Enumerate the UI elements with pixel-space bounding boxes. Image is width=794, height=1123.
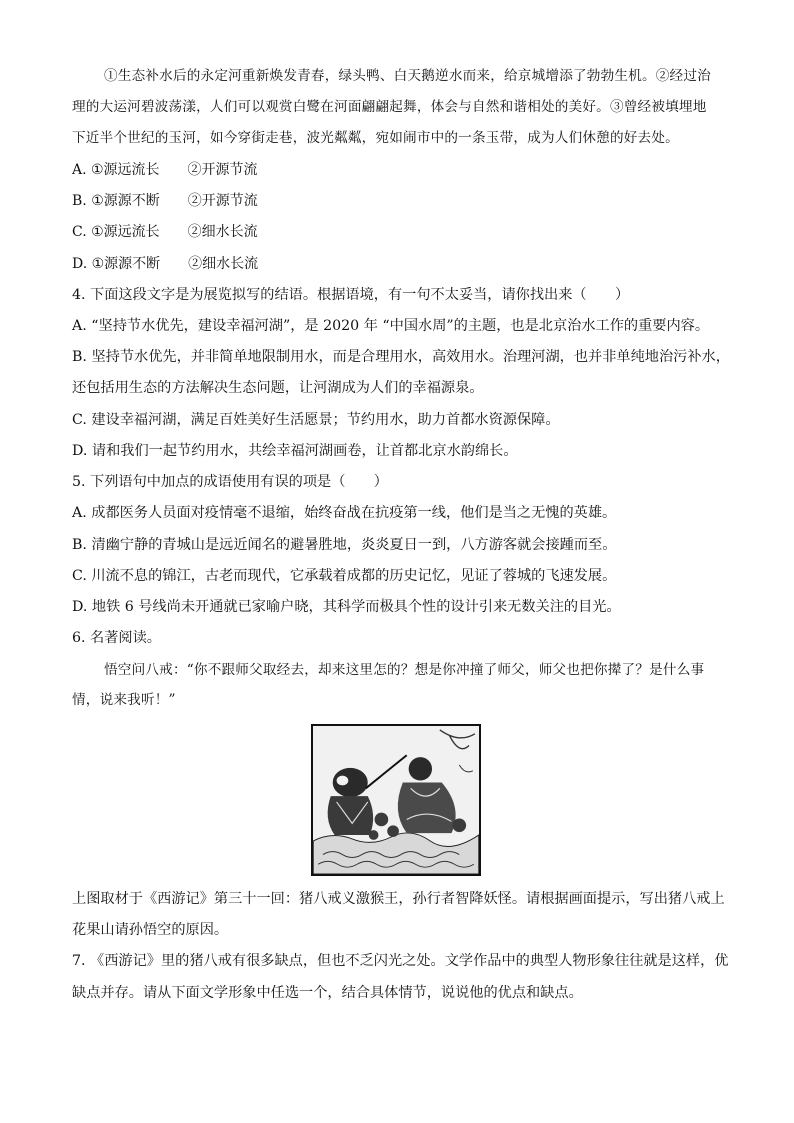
q6-task-line: 上图取材于《西游记》第三十一回：猪八戒义激猴王，孙行者智降妖怪。请根据画面提示，写出猪八戒上 — [72, 891, 725, 907]
passage-line: 下近半个世纪的玉河，如今穿街走巷，波光粼粼，宛如闹市中的一条玉带，成为人们休憩的好去处。 — [72, 130, 679, 146]
q4-option-b-cont: 还包括用生态的方法解决生态问题，让河湖成为人们的幸福源泉。 — [72, 380, 484, 396]
illustration-drawing — [313, 726, 479, 874]
q4-stem: 4. 下面这段文字是为展览拟写的结语。根据语境，有一句不太妥当，请你找出来（ ） — [72, 287, 630, 303]
q5-option-d: D. 地铁 6 号线尚未开通就已家喻户晓，其科学而极具个性的设计引来无数关注的目光。 — [72, 599, 621, 615]
q5-stem: 5. 下列语句中加点的成语使用有误的项是（ ） — [72, 474, 388, 490]
q5-option-c: C. 川流不息的锦江，古老而现代，它承载着成都的历史记忆，见证了蓉城的飞速发展。 — [72, 568, 617, 584]
q3-option-c: C. ①源远流长 ②细水长流 — [72, 224, 258, 240]
q6-task-line: 花果山请孙悟空的原因。 — [72, 922, 229, 938]
q3-option-d: D. ①源源不断 ②细水长流 — [72, 256, 259, 272]
q3-option-a: A. ①源远流长 ②开源节流 — [72, 162, 258, 178]
q4-option-d: D. 请和我们一起节约用水，共绘幸福河湖画卷，让首都北京水韵绵长。 — [72, 443, 518, 459]
q3-option-b: B. ①源源不断 ②开源节流 — [72, 193, 258, 209]
q4-option-c: C. 建设幸福河湖，满足百姓美好生活愿景；节约用水，助力首都水资源保障。 — [72, 412, 560, 428]
q5-option-b: B. 清幽宁静的青城山是远近闻名的避暑胜地，炎炎夏日一到，八方游客就会接踵而至。 — [72, 537, 617, 553]
passage-line: ①生态补水后的永定河重新焕发青春，绿头鸭、白天鹅逆水而来，给京城增添了勃勃生机。②经过治 — [104, 68, 711, 84]
q6-stem: 6. 名著阅读。 — [72, 630, 161, 646]
q6-quote-line: 悟空问八戒：“你不跟师父取经去，却来这里怎的？想是你冲撞了师父，师父也把你撵了？是什么事 — [104, 662, 705, 678]
q7-line: 缺点并存。请从下面文学形象中任选一个，结合具体情节，说说他的优点和缺点。 — [72, 985, 583, 1001]
q6-quote-line: 情，说来我听！” — [72, 692, 176, 708]
q7-line: 7. 《西游记》里的猪八戒有很多缺点，但也不乏闪光之处。文学作品中的典型人物形象往往就是这样，优 — [72, 953, 729, 969]
xiyouji-illustration — [311, 724, 481, 876]
q4-option-a: A. “坚持节水优先，建设幸福河湖”，是 2020 年 “中国水周”的主题，也是北京治水工作的重要内容。 — [72, 318, 710, 334]
q4-option-b: B. 坚持节水优先，并非简单地限制用水，而是合理用水，高效用水。治理河湖，也并非单纯地治污补水， — [72, 349, 730, 365]
passage-line: 理的大运河碧波荡漾，人们可以观赏白鹭在河面翩翩起舞，体会与自然和谐相处的美好。③曾经被填埋地 — [72, 99, 707, 115]
q5-option-a: A. 成都医务人员面对疫情毫不退缩，始终奋战在抗疫第一线，他们是当之无愧的英雄。 — [72, 505, 617, 521]
